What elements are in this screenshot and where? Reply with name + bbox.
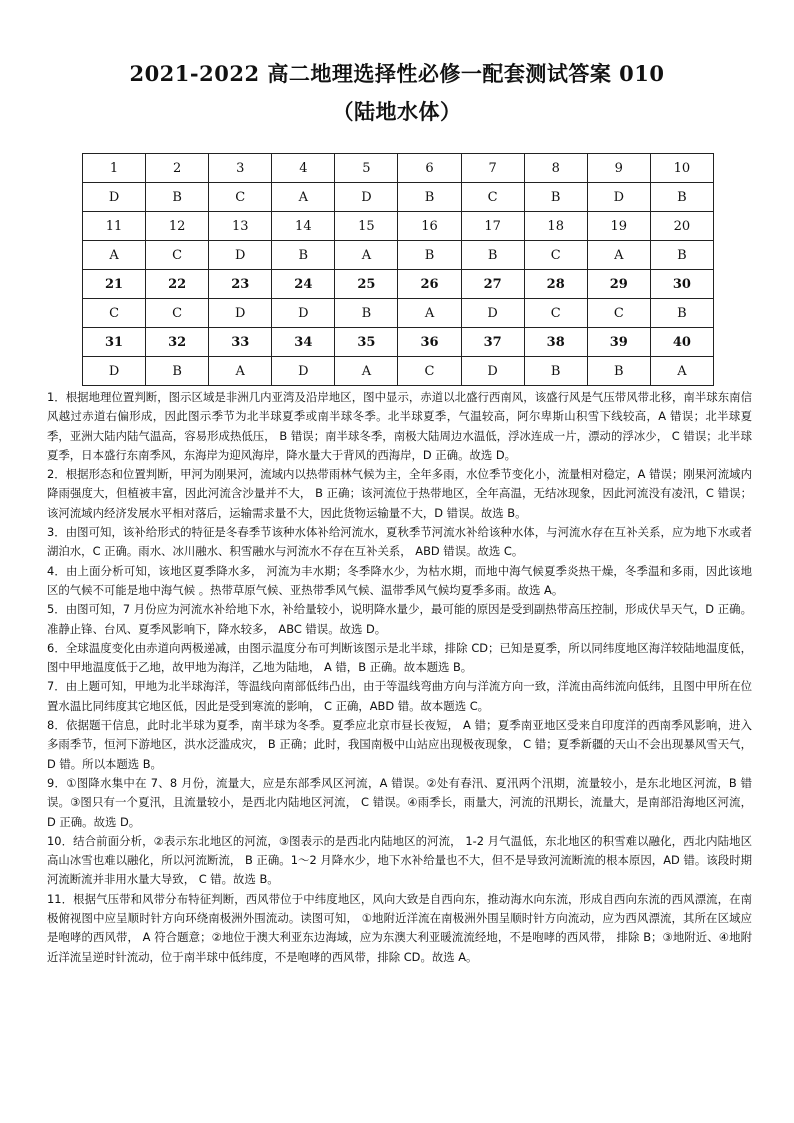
- answer-cell: A: [335, 241, 398, 270]
- answer-cell: A: [398, 299, 461, 328]
- answer-cell: B: [335, 299, 398, 328]
- explanation-paragraph: 7．由上题可知，甲地为北半球海洋，等温线向南部低纬凸出，由于等温线弯曲方向与洋流方向一致，洋流由高纬流向低纬，且图中甲所在位置水温比同纬度其它地区低，因此是受到寒流的影响， C 正确，ABD 错。故本题选 C。: [47, 679, 752, 713]
- answer-cell: D: [272, 299, 335, 328]
- question-number-cell: 38: [524, 328, 587, 357]
- explanation-paragraph: 11．根据气压带和风带分布特征判断，西风带位于中纬度地区，风向大致是自西向东，推动海水向东流，形成自西向东流的西风漂流，在南极俯视图中应呈顺时针方向环绕南极洲外围流动。读图可知， ①地附近洋流在南极洲外围呈顺时针方向流动，应为西风漂流，其所在区域应是咆哮的西风带， A 符合题意；②地位于澳大利亚东边海域，应为东澳大利亚暖流流经地，不是咆哮的西风带， 排除 B；③地附近、④地附近洋流呈逆时针流动，位于南半球中低纬度，不是咆哮的西风带，排除 CD。故选 A。: [47, 891, 752, 964]
- page-title: 2021-2022 高二地理选择性必修一配套测试答案 010: [129, 61, 665, 86]
- question-number-row: [83, 270, 714, 299]
- answer-cell: B: [524, 183, 587, 212]
- answer-cell: C: [524, 241, 587, 270]
- question-number-row: [83, 212, 714, 241]
- explanation-paragraph: 9．①图降水集中在 7、8 月份，流量大，应是东部季风区河流，A 错误。②处有春汛、夏汛两个汛期，流量较小，是东北地区河流，B 错误。③图只有一个夏汛，且流量较小，是西北内陆地区河流， C 错误。④雨季长，雨量大，河流的汛期长，流量大，是南部沿海地区河流， D 正确。故选 D。: [47, 775, 752, 829]
- answer-cell: C: [146, 299, 209, 328]
- answer-cell: B: [272, 241, 335, 270]
- answer-cell: D: [209, 299, 272, 328]
- question-number-cell: 35: [335, 328, 398, 357]
- answer-cell: D: [272, 357, 335, 386]
- explanation-paragraph: 8．依据题干信息，此时北半球为夏季，南半球为冬季。夏季应北京市昼长夜短， A 错；夏季南亚地区受来自印度洋的西南季风影响，进入多雨季节，恒河下游地区，洪水泛滥成灾， B 正确；此时，我国南极中山站应出现极夜现象， C 错；夏季新疆的天山不会出现暴风雪天气， D 错。所以本题选 B。: [47, 718, 752, 771]
- question-number-cell: 1: [83, 154, 146, 183]
- explanation-paragraph: 4．由上面分析可知，该地区夏季降水多， 河流为丰水期；冬季降水少，为枯水期，而地中海气候夏季炎热干燥，冬季温和多雨，因此该地区的气候不可能是地中海气候 。热带草原气候、亚热带季风气候、温带季风气候均夏季多雨。故选 A。: [47, 563, 752, 597]
- explanation-paragraph: 6．全球温度变化由赤道向两极递减，由图示温度分布可判断该图示是北半球，排除 CD；已知是夏季，所以同纬度地区海洋较陆地温度低，图中甲地温度低于乙地，故甲地为海洋，乙地为陆地， A 错，B 正确。故本题选 B。: [47, 640, 752, 675]
- explanation-paragraph: 5．由图可知，7 月份应为河流水补给地下水，补给量较小，说明降水量少，最可能的原因是受到副热带高压控制，形成伏旱天气，D 正确。准静止锋、台风、夏季风影响下，降水较多， ABC 错误。故选 D。: [47, 602, 752, 636]
- question-number-cell: 5: [335, 154, 398, 183]
- explanations: [47, 388, 752, 967]
- question-number-cell: 2: [146, 154, 209, 183]
- question-number-cell: 18: [524, 212, 587, 241]
- answer-cell: C: [524, 299, 587, 328]
- answer-cell: D: [461, 357, 524, 386]
- question-number-cell: 15: [335, 212, 398, 241]
- answer-cell: D: [209, 241, 272, 270]
- question-number-cell: 31: [83, 328, 146, 357]
- question-number-cell: 30: [650, 270, 713, 299]
- answer-cell: B: [146, 357, 209, 386]
- answer-table: [82, 153, 714, 386]
- answer-cell: B: [650, 299, 713, 328]
- answer-cell: A: [587, 241, 650, 270]
- question-number-cell: 14: [272, 212, 335, 241]
- question-number-cell: 29: [587, 270, 650, 299]
- answer-cell: D: [461, 299, 524, 328]
- answer-cell: A: [650, 357, 713, 386]
- answer-cell: B: [461, 241, 524, 270]
- question-number-row: [83, 154, 714, 183]
- answer-cell: C: [146, 241, 209, 270]
- answer-row: [83, 183, 714, 212]
- question-number-cell: 9: [587, 154, 650, 183]
- question-number-cell: 32: [146, 328, 209, 357]
- question-number-cell: 11: [83, 212, 146, 241]
- answer-cell: B: [587, 357, 650, 386]
- answer-cell: C: [83, 299, 146, 328]
- answer-cell: B: [398, 183, 461, 212]
- answer-cell: B: [146, 183, 209, 212]
- answer-cell: C: [461, 183, 524, 212]
- question-number-cell: 33: [209, 328, 272, 357]
- question-number-cell: 22: [146, 270, 209, 299]
- question-number-cell: 28: [524, 270, 587, 299]
- question-number-cell: 24: [272, 270, 335, 299]
- question-number-cell: 17: [461, 212, 524, 241]
- answer-cell: D: [335, 183, 398, 212]
- question-number-cell: 25: [335, 270, 398, 299]
- question-number-cell: 3: [209, 154, 272, 183]
- question-number-cell: 26: [398, 270, 461, 299]
- answer-cell: B: [398, 241, 461, 270]
- explanation-paragraph: 1．根据地理位置判断，图示区域是非洲几内亚湾及沿岸地区，图中显示，赤道以北盛行西南风，该盛行风是气压带风带北移，南半球东南信风越过赤道右偏形成，因此图示季节为北半球夏季或南半球冬季。北半球夏季，气温较高，阿尔卑斯山积雪下线较高，A 错误；北半球夏季，亚洲大陆内陆气温高，容易形成热低压， B 错误；南半球冬季，南极大陆周边水温低，浮冰连成一片，漂动的浮冰少， C 错误；北半球夏季，日本盛行东南季风，东海岸为迎风海岸，降水量大于背风的西海岸，D 正确。故选 D。: [47, 390, 752, 462]
- explanation-paragraph: 3．由图可知，该补给形式的特征是冬春季节该种水体补给河流水，夏秋季节河流水补给该种水体，与河流水存在互补关系，应为地下水或者湖泊水，C 正确。雨水、冰川融水、积雪融水与河流水不存在互补关系， ABD 错误。故选 C。: [47, 525, 752, 559]
- answer-cell: B: [650, 183, 713, 212]
- answer-cell: B: [650, 241, 713, 270]
- answer-cell: B: [524, 357, 587, 386]
- question-number-cell: 27: [461, 270, 524, 299]
- question-number-cell: 21: [83, 270, 146, 299]
- question-number-cell: 20: [650, 212, 713, 241]
- answer-cell: C: [398, 357, 461, 386]
- explanation-paragraph: 10．结合前面分析，②表示东北地区的河流，③图表示的是西北内陆地区的河流， 1-2 月气温低，东北地区的积雪难以融化，西北内陆地区高山冰雪也难以融化，所以河流断流， B 正确。1～2 月降水少，地下水补给量也不大，但不是导致河流断流的根本原因，AD 错。该段时期河流断流并非用水量大导致， C 错。故选 B。: [47, 833, 752, 887]
- question-number-cell: 34: [272, 328, 335, 357]
- question-number-cell: 16: [398, 212, 461, 241]
- question-number-cell: 23: [209, 270, 272, 299]
- question-number-cell: 40: [650, 328, 713, 357]
- page-subtitle: （陆地水体）: [332, 99, 462, 124]
- question-number-cell: 10: [650, 154, 713, 183]
- answer-cell: A: [272, 183, 335, 212]
- answer-cell: D: [83, 357, 146, 386]
- question-number-cell: 39: [587, 328, 650, 357]
- question-number-cell: 12: [146, 212, 209, 241]
- answer-row: [83, 299, 714, 328]
- question-number-cell: 19: [587, 212, 650, 241]
- question-number-cell: 37: [461, 328, 524, 357]
- answer-cell: D: [587, 183, 650, 212]
- answer-cell: D: [83, 183, 146, 212]
- question-number-cell: 6: [398, 154, 461, 183]
- question-number-cell: 4: [272, 154, 335, 183]
- question-number-cell: 8: [524, 154, 587, 183]
- question-number-cell: 7: [461, 154, 524, 183]
- answer-cell: C: [587, 299, 650, 328]
- answer-row: [83, 241, 714, 270]
- answer-cell: A: [335, 357, 398, 386]
- answer-row: [83, 357, 714, 386]
- answer-cell: A: [83, 241, 146, 270]
- question-number-row: [83, 328, 714, 357]
- question-number-cell: 13: [209, 212, 272, 241]
- question-number-cell: 36: [398, 328, 461, 357]
- answer-cell: C: [209, 183, 272, 212]
- explanation-paragraph: 2．根据形态和位置判断，甲河为刚果河，流域内以热带雨林气候为主，全年多雨，水位季节变化小，流量相对稳定，A 错误；刚果河流域内降雨强度大，但植被丰富，因此河流含沙量并不大， B 正确；该河流位于热带地区，全年高温，无结冰现象，因此河流没有凌汛，C 错误；该河流域内经济发展水平相对落后，运输需求量不大，因此货物运输量不大，D 错误。故选 B。: [47, 467, 752, 520]
- answer-cell: A: [209, 357, 272, 386]
